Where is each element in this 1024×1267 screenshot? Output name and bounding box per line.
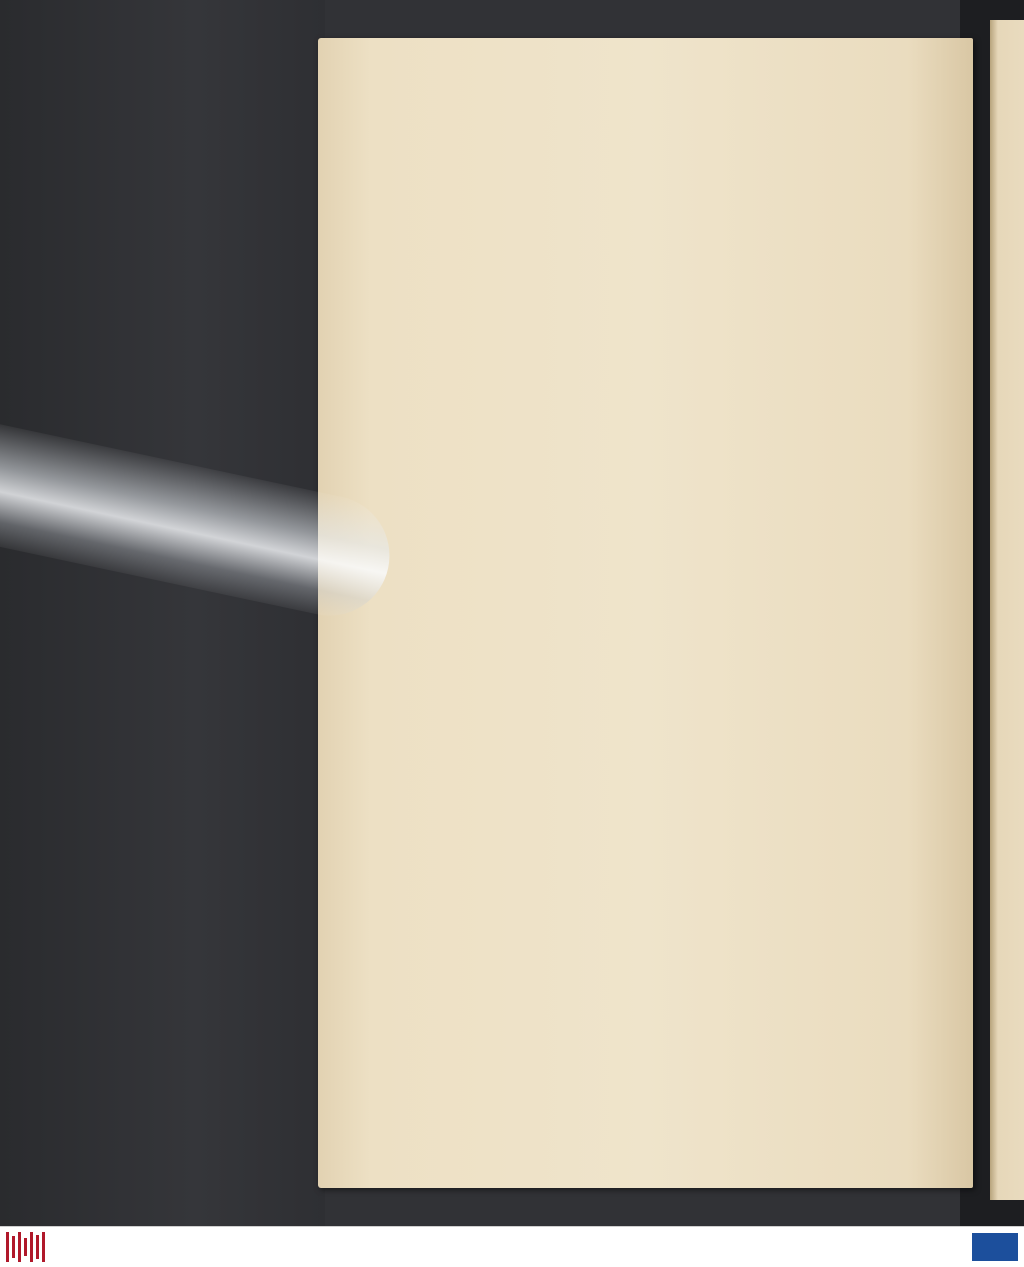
hab-logo-icon <box>6 1232 48 1262</box>
facing-page <box>990 20 1024 1200</box>
dark-background <box>0 0 325 1226</box>
book-page <box>318 38 973 1188</box>
page-header <box>410 108 870 148</box>
footer-bar <box>0 1226 1024 1267</box>
dfg-logo <box>972 1233 1018 1261</box>
